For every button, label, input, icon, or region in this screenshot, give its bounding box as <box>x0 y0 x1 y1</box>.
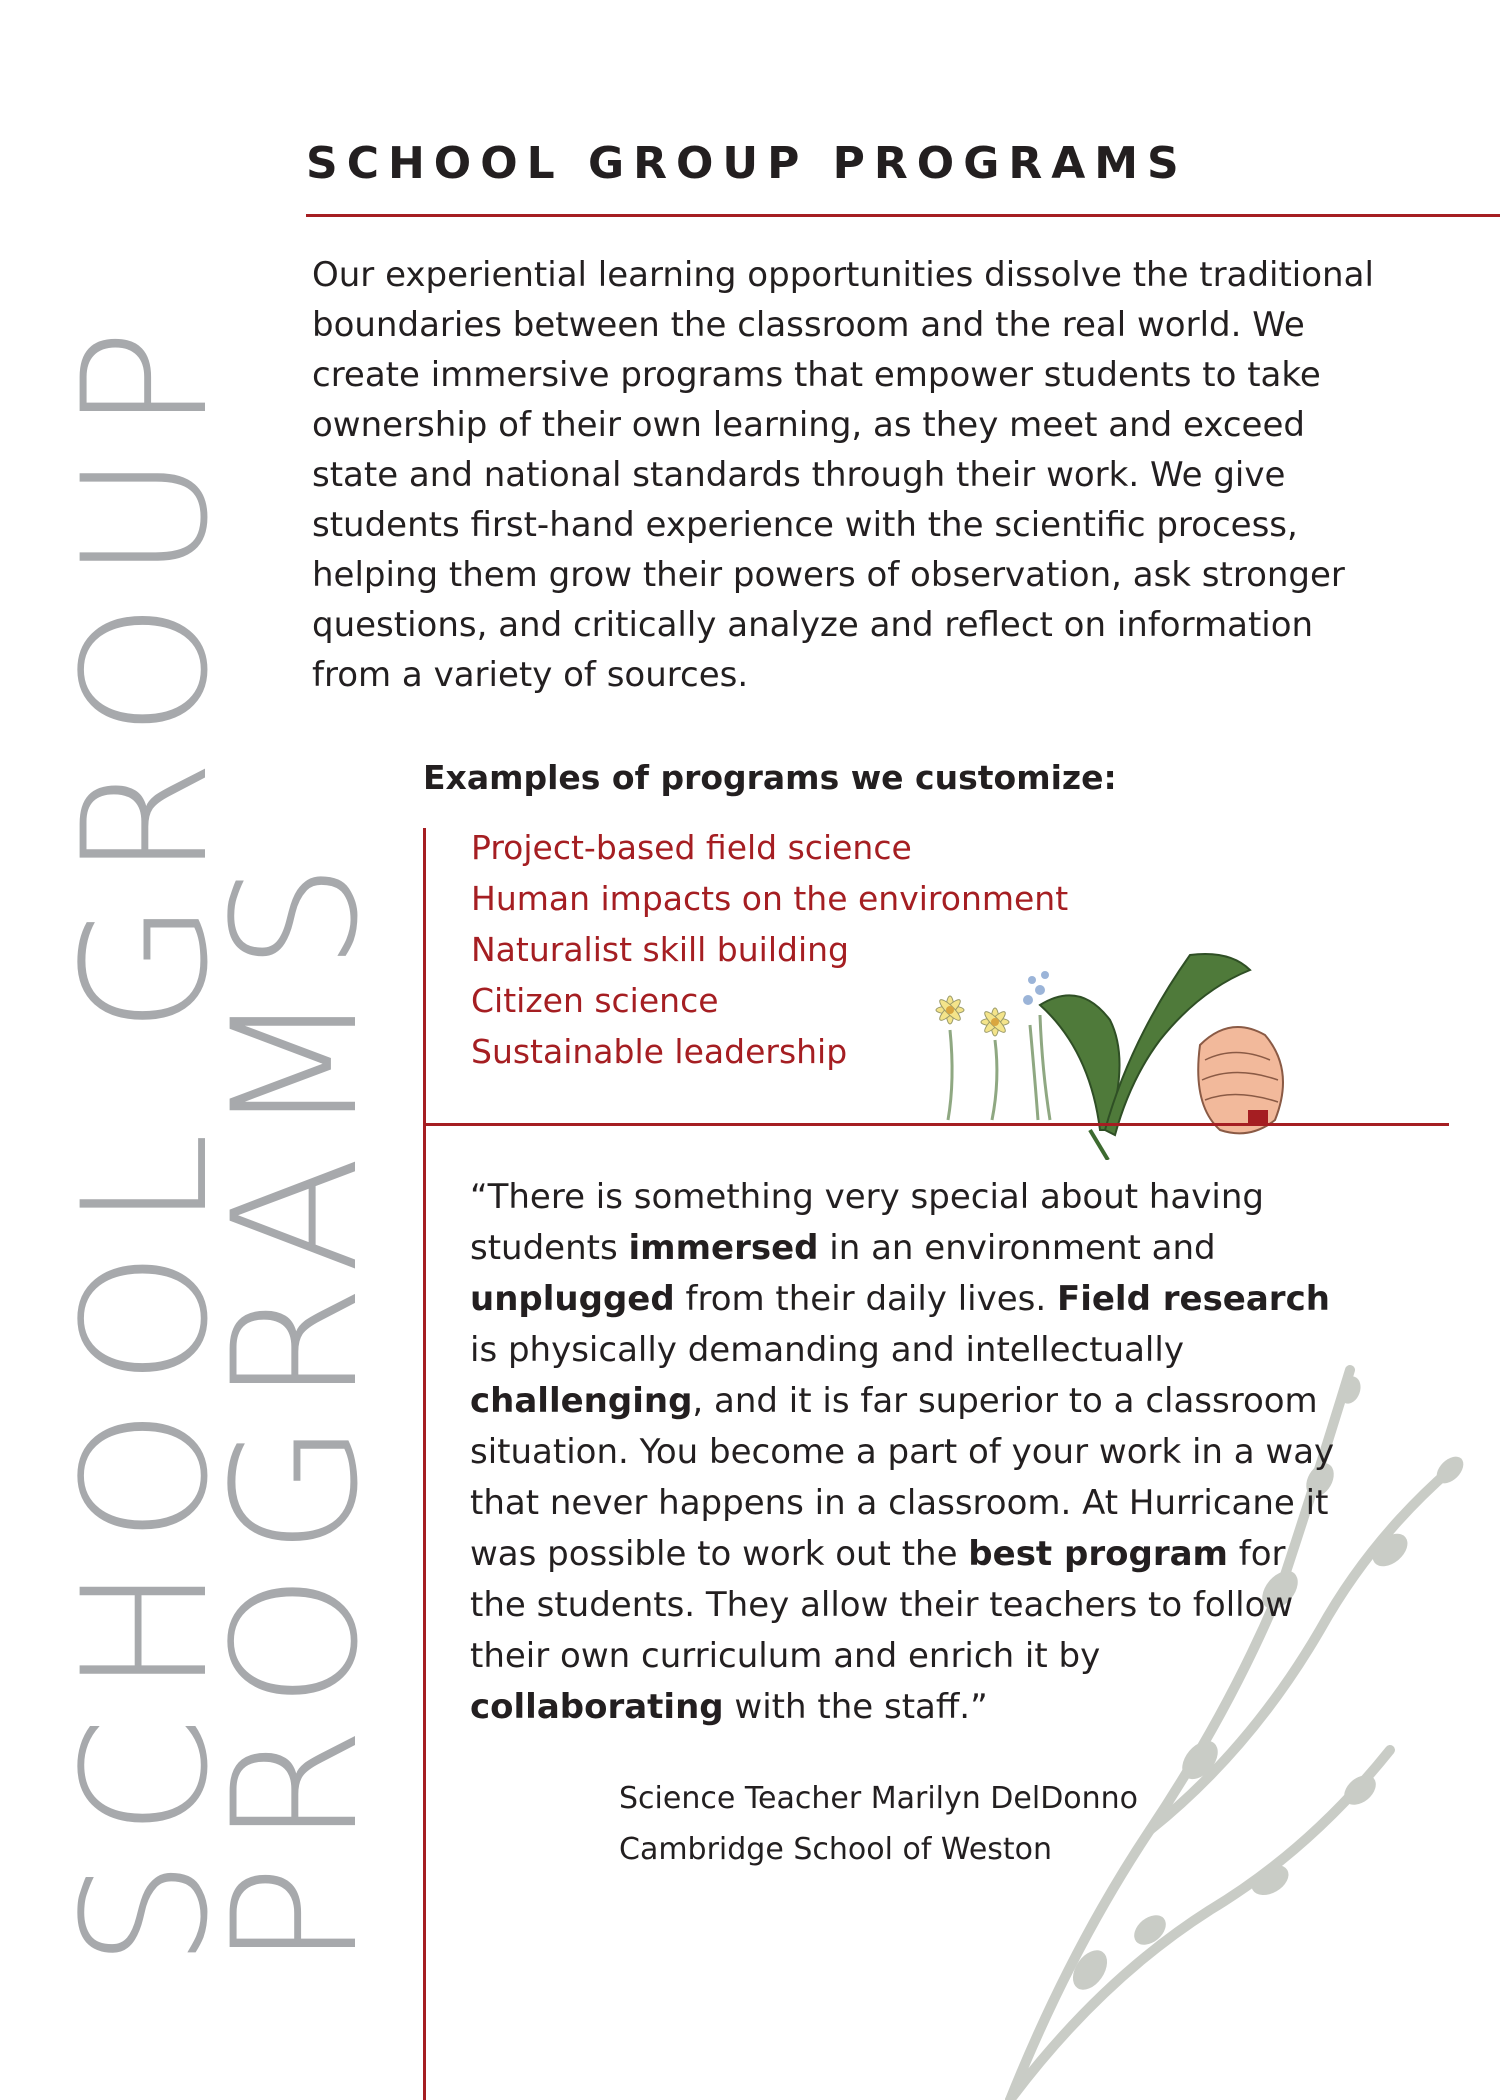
testimonial-quote <box>470 1172 1340 1733</box>
page-title: SCHOOL GROUP PROGRAMS <box>306 138 1188 189</box>
quote-text: is physically demanding and intellectually <box>470 1330 1184 1370</box>
list-item: Human impacts on the environment <box>471 879 1069 918</box>
examples-title: Examples of programs we customize: <box>423 758 1117 797</box>
quote-text: in an environment and <box>818 1228 1216 1268</box>
quote-emphasis: Field research <box>1056 1279 1330 1319</box>
side-title-line1: SCHOOL GROUP <box>45 306 246 1968</box>
quote-emphasis: collaborating <box>470 1687 724 1727</box>
quote-text: with the staff.” <box>723 1687 988 1727</box>
list-item: Project-based field science <box>471 828 912 867</box>
list-item: Citizen science <box>471 981 719 1020</box>
intro-paragraph: Our experiential learning opportunities dissolve the traditional boundaries between the classroom and the real world. We create immersive programs that empower students to take ownership of their own learning, as they meet and exceed state and national standards through their work. We give students first-hand experience with the scientific process, helping them grow their powers of observation, ask stronger questions, and critically analyze and reflect on information from a variety of sources. <box>312 255 1374 695</box>
quote-text: from their daily lives. <box>674 1279 1057 1319</box>
quote-text: for the students. They allow their teachers to follow their own curriculum and enrich it by <box>470 1534 1294 1676</box>
quote-attribution <box>619 1773 1138 1875</box>
quote-emphasis: challenging <box>470 1381 693 1421</box>
quote-emphasis: best program <box>968 1534 1228 1574</box>
quote-text: , and it is far superior to a classroom situation. You become a part of your work in a way that never happens in a classroom. At Hurricane it was possible to work out the <box>470 1381 1335 1574</box>
attribution-name: Science Teacher Marilyn DelDonno <box>619 1781 1139 1816</box>
attribution-school: Cambridge School of Weston <box>619 1832 1053 1867</box>
top-divider <box>306 214 1500 217</box>
list-item: Sustainable leadership <box>471 1032 848 1071</box>
list-item: Naturalist skill building <box>471 930 849 969</box>
vertical-divider <box>423 828 426 2100</box>
quote-emphasis: immersed <box>628 1228 819 1268</box>
middle-divider <box>423 1123 1449 1126</box>
side-title-line2: PROGRAMS <box>195 844 396 1968</box>
quote-emphasis: unplugged <box>470 1279 675 1319</box>
quote-text: “There is something very special about having students <box>470 1177 1264 1268</box>
